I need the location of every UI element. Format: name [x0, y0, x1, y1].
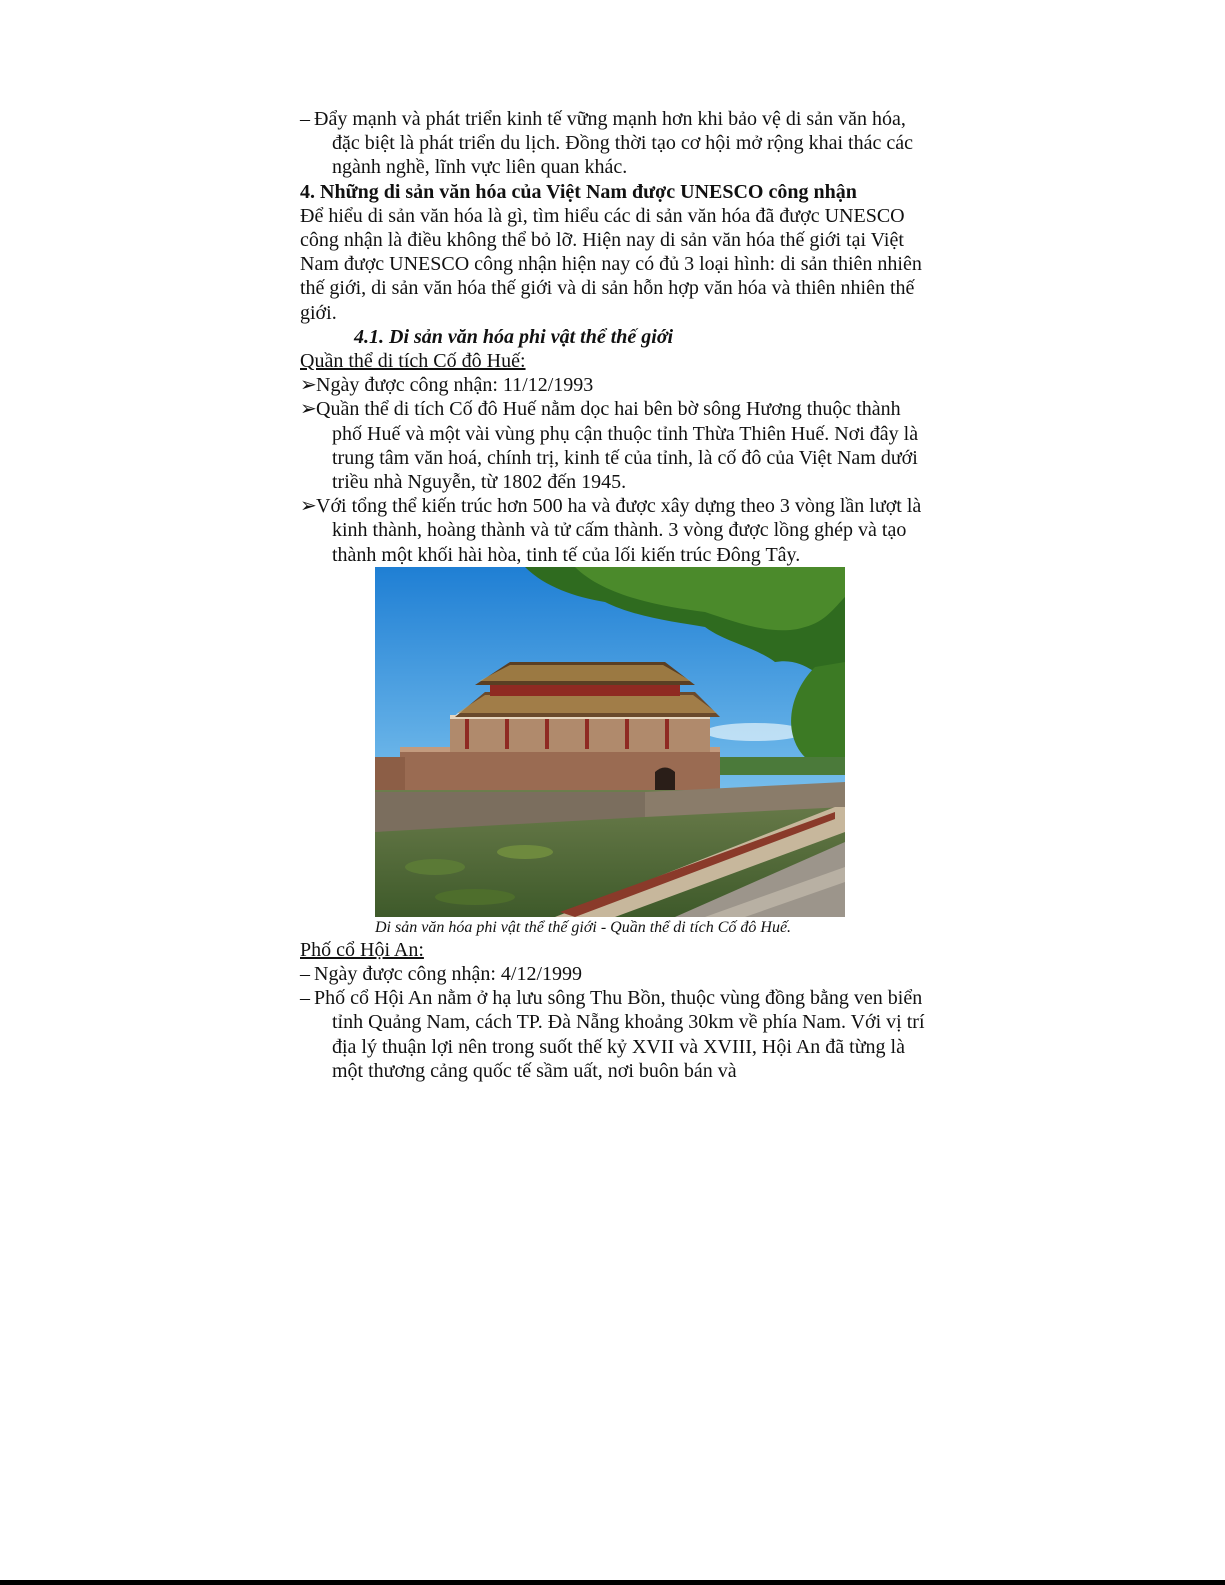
list-item — [300, 986, 925, 1083]
list-item-text: Ngày được công nhận: 11/12/1993 — [316, 374, 594, 397]
list-item — [300, 962, 925, 986]
section-heading: 4. Những di sản văn hóa của Việt Nam được UNESCO công nhận — [300, 180, 857, 203]
dash-marker: – — [300, 963, 310, 986]
document-body — [300, 107, 925, 1083]
page-bottom-rule — [0, 1580, 1225, 1585]
figure-caption: Di sản văn hóa phi vật thể thế giới - Quần thể di tích Cố đô Huế. — [375, 918, 792, 936]
list-item — [300, 494, 925, 567]
hue-heading: Quần thể di tích Cố đô Huế: — [300, 350, 526, 373]
hue-figure — [375, 567, 845, 938]
list-item — [300, 397, 925, 494]
hoian-heading: Phố cổ Hội An: — [300, 938, 424, 961]
subsection-heading: 4.1. Di sản văn hóa phi vật thể thế giới — [354, 325, 674, 348]
list-item-text: Quần thể di tích Cố đô Huế nằm dọc hai bên bờ sông Hương thuộc thành phố Huế và một vài vùng phụ cận thuộc tỉnh Thừa Thiên Huế. Nơi đây là trung tâm văn hoá, chính trị, kinh tế của tỉnh, là cố đô của Việt Nam dưới triều nhà Nguyễn, từ 1802 đến 1945. — [316, 398, 919, 494]
hue-citadel-photo — [375, 567, 845, 917]
dash-marker: – — [300, 987, 310, 1010]
section-paragraph: Để hiểu di sản văn hóa là gì, tìm hiểu các di sản văn hóa đã được UNESCO công nhận là điều không thể bỏ lỡ. Hiện nay di sản văn hóa thế giới tại Việt Nam được UNESCO công nhận hiện nay có đủ 3 loại hình: di sản thiên nhiên thế giới, di sản văn hóa thế giới và di sản hỗn hợp văn hóa và thiên nhiên thế giới. — [300, 204, 922, 324]
list-item-text: Ngày được công nhận: 4/12/1999 — [314, 963, 583, 986]
arrow-marker-icon: ➢ — [300, 398, 317, 421]
arrow-marker-icon: ➢ — [300, 374, 317, 397]
list-item-text: Đẩy mạnh và phát triển kinh tế vững mạnh hơn khi bảo vệ di sản văn hóa, đặc biệt là phát triển du lịch. Đồng thời tạo cơ hội mở rộng khai thác các ngành nghề, lĩnh vực liên quan khác. — [314, 108, 913, 179]
list-item-text: Với tổng thể kiến trúc hơn 500 ha và được xây dựng theo 3 vòng lần lượt là kinh thành, hoàng thành và tử cấm thành. 3 vòng được lồng ghép và tạo thành một khối hài hòa, tinh tế của lối kiến trúc Đông Tây. — [316, 495, 922, 566]
list-item-text: Phố cổ Hội An nằm ở hạ lưu sông Thu Bồn, thuộc vùng đồng bằng ven biển tỉnh Quảng Nam, cách TP. Đà Nẵng khoảng 30km về phía Nam. Với vị trí địa lý thuận lợi nên trong suốt thế kỷ XVII và XVIII, Hội An đã từng là một thương cảng quốc tế sầm uất, nơi buôn bán và — [314, 987, 925, 1082]
list-item — [300, 107, 925, 180]
list-item — [300, 373, 925, 397]
dash-marker: – — [300, 108, 310, 130]
arrow-marker-icon: ➢ — [300, 495, 317, 518]
